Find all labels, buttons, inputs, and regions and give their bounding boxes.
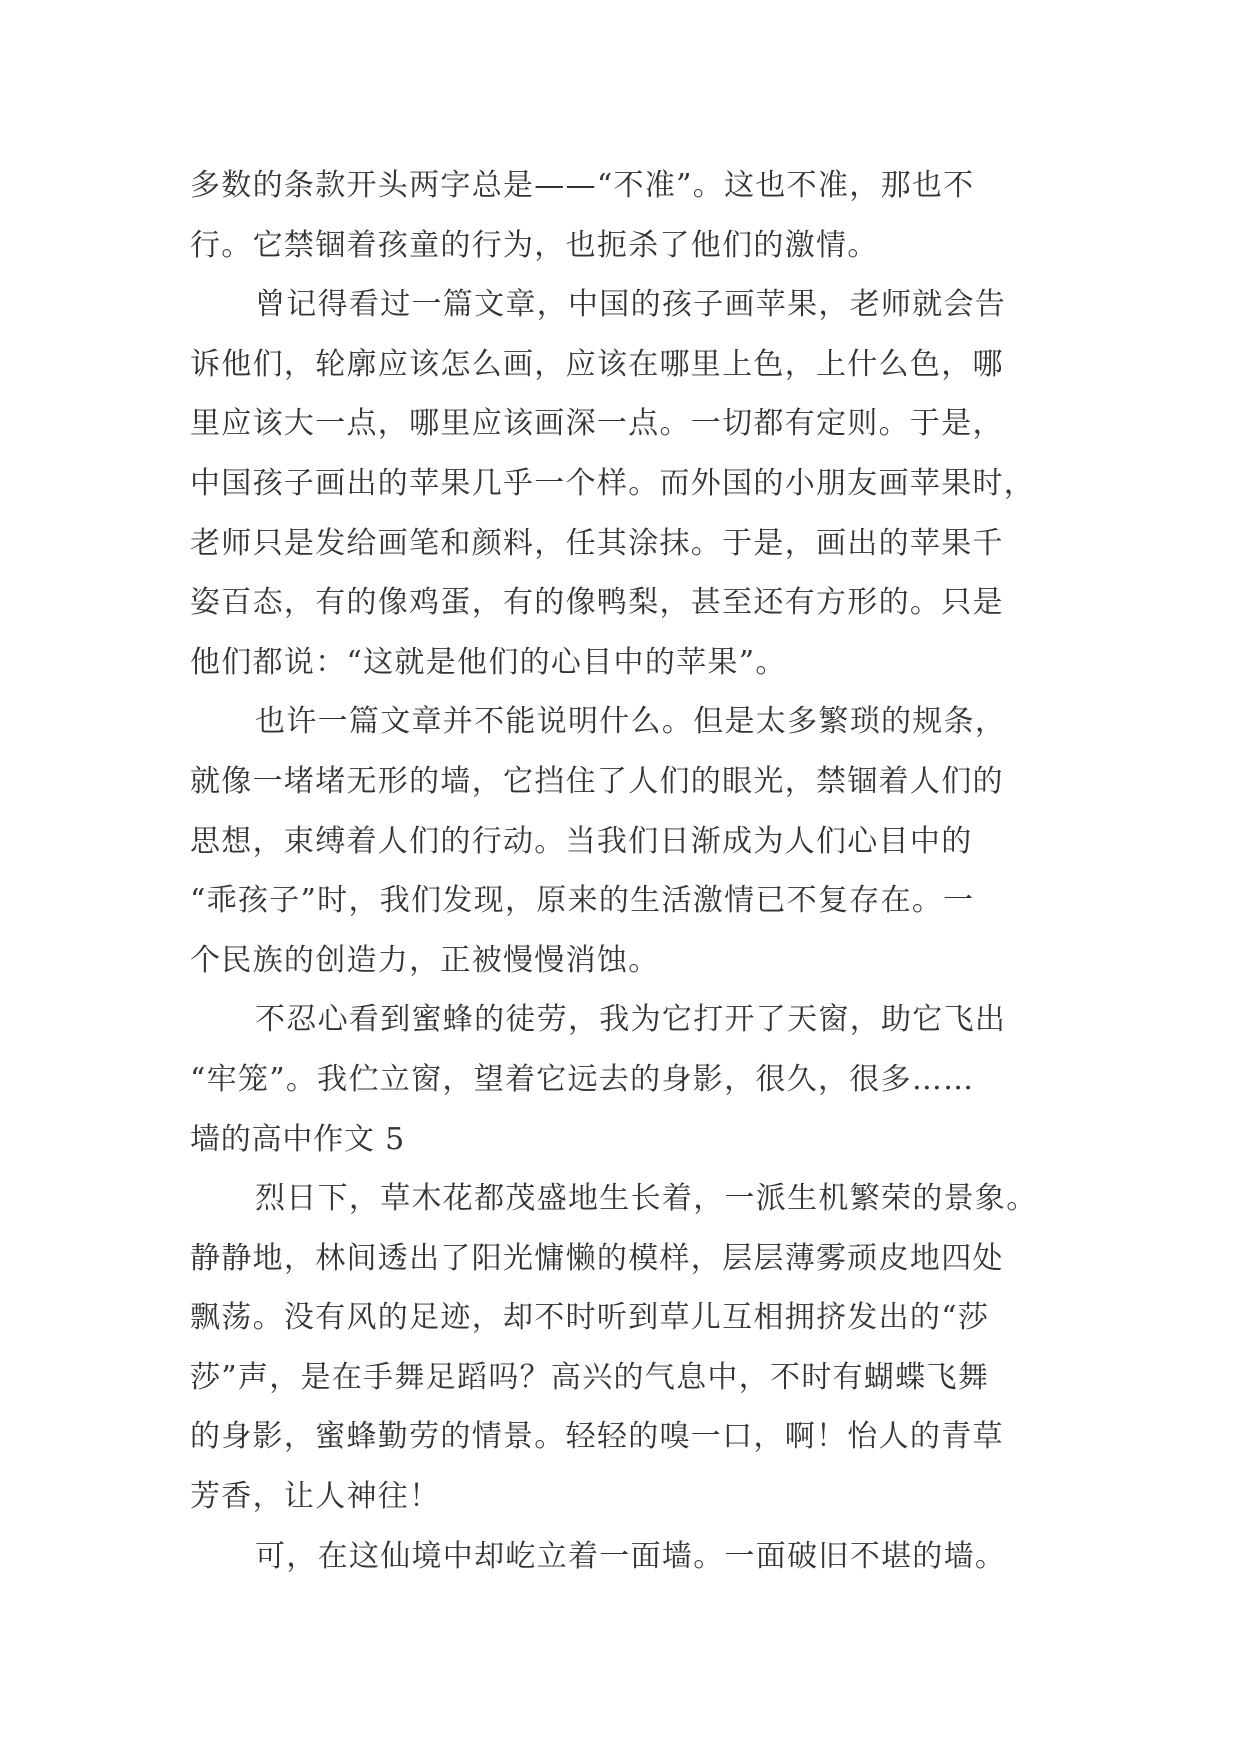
paragraph-start-line: 也许一篇文章并不能说明什么。但是太多繁琐的规条， (255, 704, 1007, 740)
text-line: 诉他们，轮廓应该怎么画，应该在哪里上色，上什么色，哪 (190, 346, 1004, 382)
text-line: 莎”声，是在手舞足蹈吗？高兴的气息中，不时有蝴蝶飞舞 (190, 1359, 990, 1395)
text-line: 芳香，让人神往！ (190, 1479, 441, 1515)
text-line: 姿百态，有的像鸡蛋，有的像鸭梨，甚至还有方形的。只是 (190, 585, 1004, 621)
paragraph-start-line: 曾记得看过一篇文章，中国的孩子画苹果，老师就会告 (255, 287, 1007, 323)
text-line: 老师只是发给画笔和颜料，任其涂抹。于是，画出的苹果千 (190, 525, 1004, 561)
text-line: 里应该大一点，哪里应该画深一点。一切都有定则。于是， (190, 406, 1004, 442)
article-body (190, 156, 1070, 1586)
text-line: 行。它禁锢着孩童的行为，也扼杀了他们的激情。 (190, 227, 879, 263)
text-line: 中国孩子画出的苹果几乎一个样。而外国的小朋友画苹果时， (190, 465, 1036, 501)
text-line: 他们都说：“这就是他们的心目中的苹果”。 (190, 644, 787, 680)
text-line: 就像一堵堵无形的墙，它挡住了人们的眼光，禁锢着人们的 (190, 763, 1004, 799)
paragraph-start-line: 烈日下，草木花都茂盛地生长着，一派生机繁荣的景象。 (255, 1181, 1038, 1217)
text-line: “乖孩子”时，我们发现，原来的生活激情已不复存在。一 (190, 883, 975, 919)
paragraph-start-line: 不忍心看到蜜蜂的徒劳，我为它打开了天窗，助它飞出 (255, 1002, 1007, 1038)
text-line: 多数的条款开头两字总是——“不准”。这也不准，那也不 (190, 168, 975, 203)
section-heading: 墙的高中作文 5 (190, 1121, 406, 1157)
text-line: 静静地，林间透出了阳光慵懒的模样，层层薄雾顽皮地四处 (190, 1240, 1004, 1276)
paragraph-start-line: 可，在这仙境中却屹立着一面墙。一面破旧不堪的墙。 (255, 1538, 1007, 1574)
text-line: 思想，束缚着人们的行动。当我们日渐成为人们心目中的 (190, 823, 973, 859)
text-line: 飘荡。没有风的足迹，却不时听到草儿互相拥挤发出的“莎 (190, 1300, 990, 1336)
text-line: 个民族的创造力，正被慢慢消蚀。 (190, 942, 660, 978)
text-line: 的身影，蜜蜂勤劳的情景。轻轻的嗅一口，啊！怡人的青草 (190, 1419, 1004, 1455)
text-line: “牢笼”。我伫立窗，望着它远去的身影，很久，很多…… (190, 1061, 975, 1097)
